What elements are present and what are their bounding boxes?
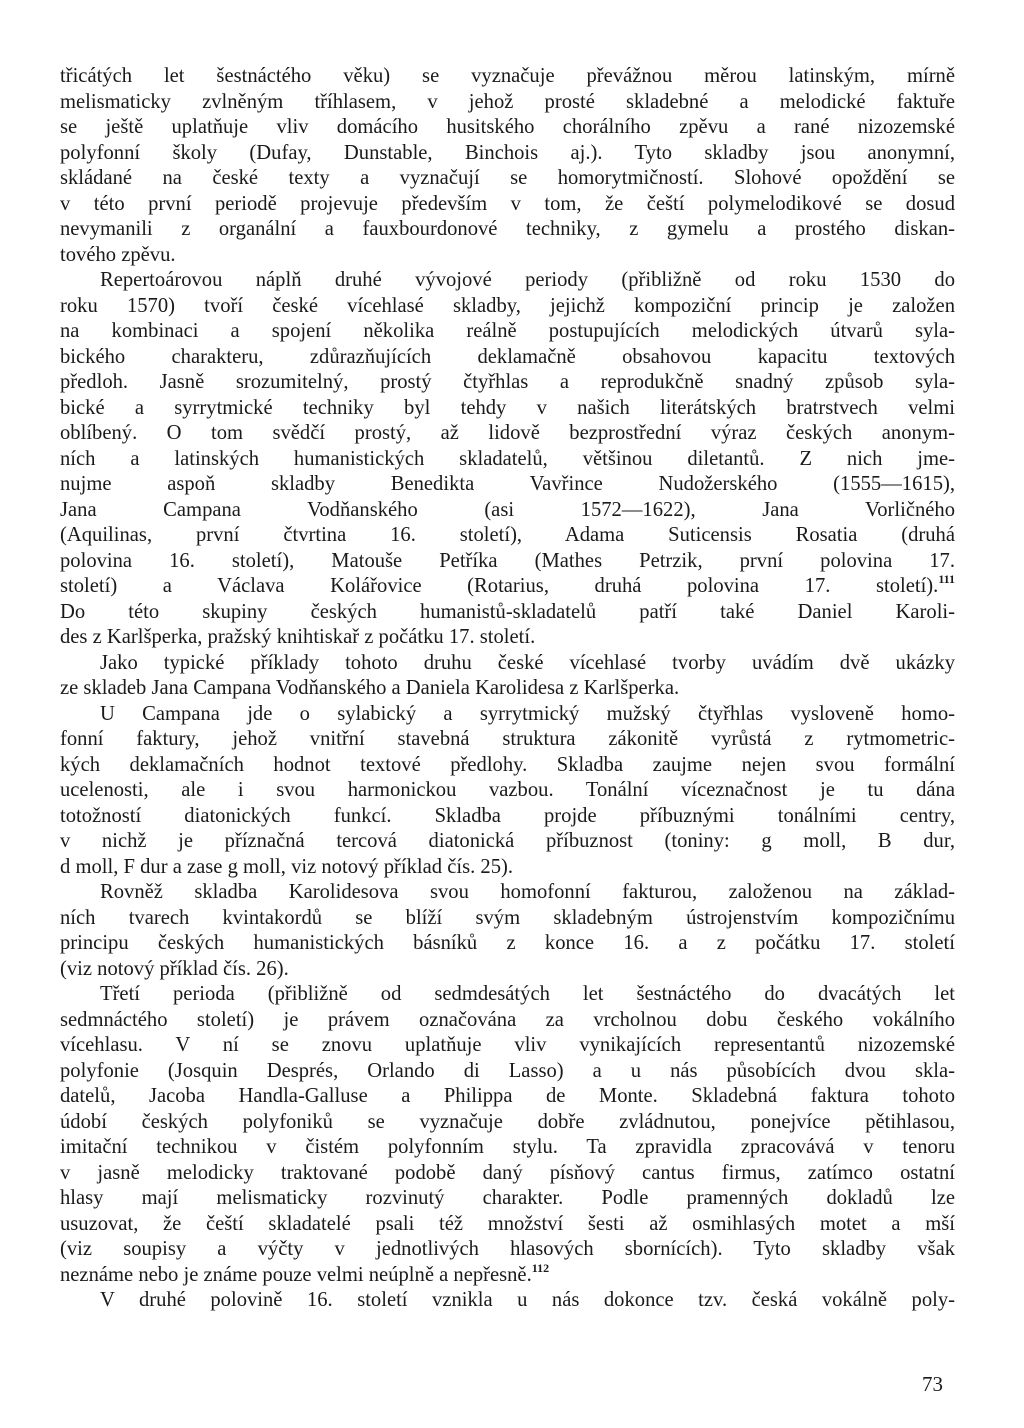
text-line: melismaticky zvlněným tříhlasem, v jehož prosté skladebné a melodické faktuře [60, 90, 955, 113]
text-line: tového zpěvu. [60, 243, 176, 266]
text-line: nujme aspoň skladby Benedikta Vavřince Nudožerského (1555—1615), [60, 473, 955, 495]
text-line: předloh. Jasně srozumitelný, prostý čtyřhlas a reprodukčně snadný způsob syla- [60, 371, 955, 393]
text-line: principu českých humanistických básníků z konce 16. a z počátku 17. století [60, 932, 955, 954]
footnote-ref: 111 [938, 572, 955, 586]
text-line: fonní faktury, jehož vnitřní stavebná struktura zákonitě vyrůstá z rytmometric- [60, 728, 955, 750]
text-line: V druhé polovině 16. století vznikla u nás dokonce tzv. česká vokálně poly- [100, 1289, 955, 1311]
text-line: des z Karlšperka, pražský knihtiskař z počátku 17. století. [60, 626, 536, 648]
text-line: na kombinaci a spojení několika reálně postupujících melodických útvarů syla- [60, 320, 955, 342]
text-line: v této první periodě projevuje především v tom, že čeští polymelodikové se dosud [60, 192, 955, 215]
line-text: století) a Václava Kolářovice (Rotarius, druhá polovina 17. století). [60, 575, 939, 597]
text-line: Rovněž skladba Karolidesova svou homofonní fakturou, založenou na základ- [100, 881, 955, 903]
text-line: hlasy mají melismaticky rozvinutý charakter. Podle pramenných dokladů lze [60, 1187, 955, 1209]
text-line: datelů, Jacoba Handla-Galluse a Philippa de Monte. Skladebná faktura tohoto [60, 1085, 955, 1107]
text-line: Třetí perioda (přibližně od sedmdesátých let šestnáctého do dvacátých let [100, 983, 955, 1005]
text-line: se ještě uplatňuje vliv domácího husitského chorálního zpěvu a rané nizozemské [60, 116, 955, 138]
text-line: vícehlasu. V ní se znovu uplatňuje vliv vynikajících representantů nizozemské [60, 1034, 955, 1056]
text-line: (Aquilinas, první čtvrtina 16. století), Adama Suticensis Rosatia (druhá [60, 524, 955, 546]
page-number: 73 [922, 1372, 943, 1396]
text-line: kých deklamačních hodnot textové předlohy. Skladba zaujme nejen svou formální [60, 753, 955, 776]
text-line: polyfonie (Josquin Després, Orlando di Lasso) a u nás působících dvou skla- [60, 1059, 955, 1082]
text-line: Jako typické příklady tohoto druhu české vícehlasé tvorby uvádím dvě ukázky [100, 651, 955, 674]
text-line: d moll, F dur a zase g moll, viz notový příklad čís. 25). [60, 855, 513, 878]
text-line: usuzovat, že čeští skladatelé psali též množství šesti až osmihlasých motet a mší [60, 1212, 955, 1235]
text-line: oblíbený. O tom svědčí prostý, až lidově bezprostřední výraz českých anonym- [60, 422, 955, 444]
text-line: ucelenosti, ale i svou harmonickou vazbou. Tonální víceznačnost je tu dána [60, 779, 955, 801]
text-line: ních a latinských humanistických skladatelů, většinou diletantů. Z nich jme- [60, 447, 955, 470]
text-line: Do této skupiny českých humanistů-skladatelů patří také Daniel Karoli- [60, 600, 955, 623]
text-line: ze skladeb Jana Campana Vodňanského a Daniela Karolidesa z Karlšperka. [60, 677, 680, 699]
text-line: v jasně melodicky traktované podobě daný písňový cantus firmus, zatímco ostatní [60, 1161, 955, 1184]
text-line: ních tvarech kvintakordů se blíží svým skladebným ústrojenstvím kompozičnímu [60, 906, 955, 929]
text-line: sedmnáctého století) je právem označována za vrcholnou dobu českého vokálního [60, 1008, 955, 1031]
text-line: bické a syrrytmické techniky byl tehdy v našich literátských bratrstvech velmi [60, 396, 955, 419]
body-text [60, 64, 955, 1314]
text-line: nevymanili z organální a fauxbourdonové techniky, z gymelu a prostého diskan- [60, 218, 955, 240]
text-line [60, 574, 955, 600]
text-line: údobí českých polyfoniků se vyznačuje dobře zvládnutou, ponejvíce pětihlasou, [60, 1110, 955, 1133]
text-line: (viz notový příklad čís. 26). [60, 957, 289, 980]
footnote-ref: 112 [531, 1260, 550, 1275]
text-line [60, 1260, 955, 1289]
text-line: Jana Campana Vodňanského (asi 1572—1622), Jana Vorličného [60, 498, 955, 521]
line-text: neznáme nebo je známe pouze velmi neúplně a nepřesně. [60, 1263, 532, 1286]
text-line: roku 1570) tvoří české vícehlasé skladby, jejichž kompoziční princip je založen [60, 294, 955, 317]
text-line: totožností diatonických funkcí. Skladba projde příbuznými tonálními centry, [60, 804, 955, 827]
text-line: bického charakteru, zdůrazňujících deklamačně obsahovou kapacitu textových [60, 345, 955, 368]
text-line: v nichž je příznačná tercová diatonická příbuznost (toniny: g moll, B dur, [60, 830, 955, 852]
text-line: třicátých let šestnáctého věku) se vyznačuje převážnou měrou latinským, mírně [60, 65, 955, 87]
text-line: U Campana jde o sylabický a syrrytmický mužský čtyřhlas vysloveně homo- [100, 702, 955, 725]
text-line: skládané na české texty a vyznačují se homorytmičností. Slohové opoždění se [60, 167, 955, 189]
text-line: imitační technikou v čistém polyfonním stylu. Ta zpravidla zpracovává v tenoru [60, 1136, 955, 1158]
text-line: Repertoárovou náplň druhé vývojové periody (přibližně od roku 1530 do [100, 269, 955, 291]
text-line: (viz soupisy a výčty v jednotlivých hlasových sbornících). Tyto skladby však [60, 1238, 955, 1260]
text-line: polyfonní školy (Dufay, Dunstable, Binchois aj.). Tyto skladby jsou anonymní, [60, 141, 955, 164]
text-line: polovina 16. století), Matouše Petříka (Mathes Petrzik, první polovina 17. [60, 549, 955, 572]
